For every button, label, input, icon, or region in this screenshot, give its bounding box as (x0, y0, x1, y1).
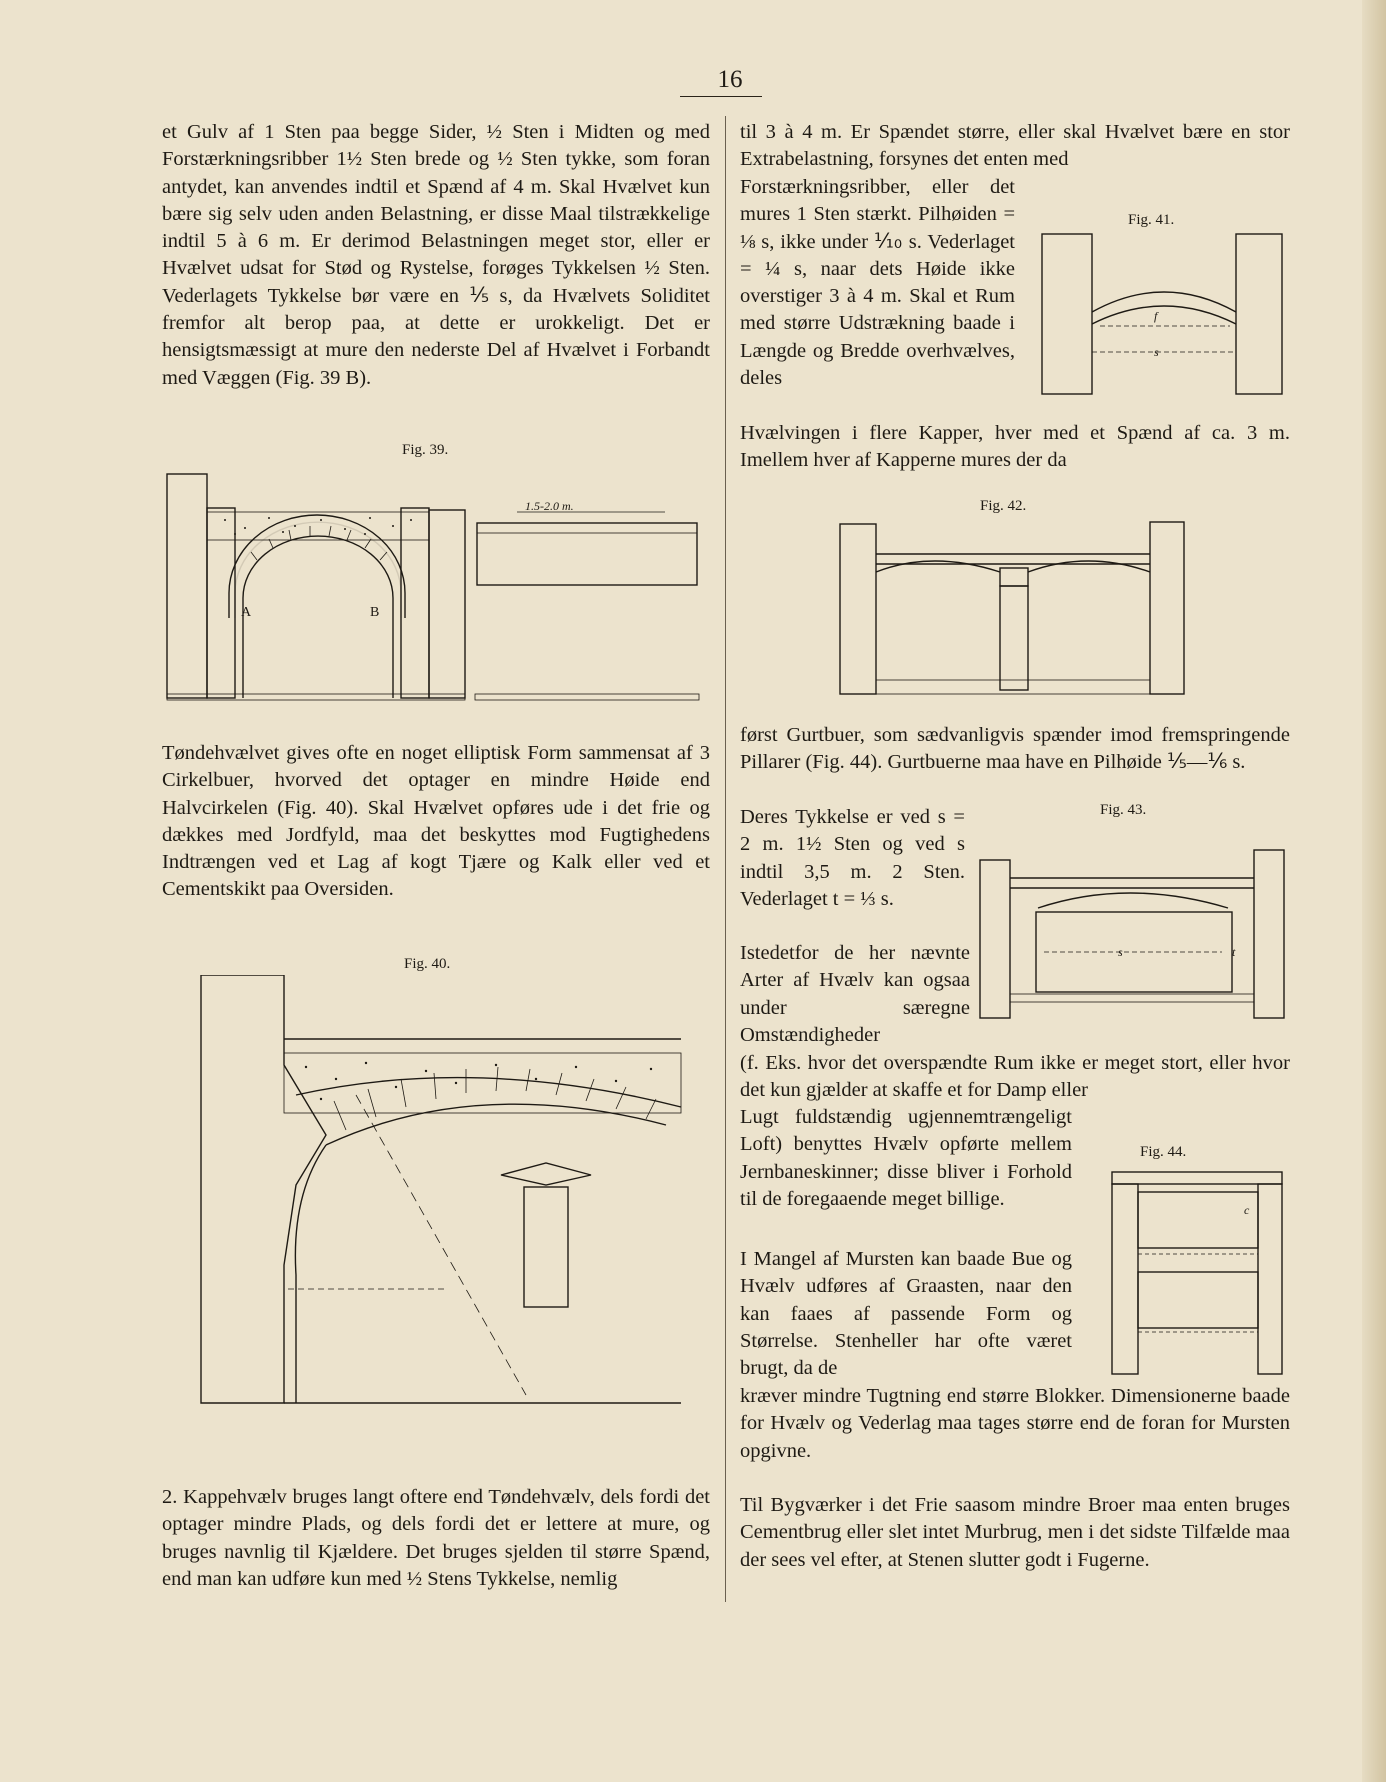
fig41-label-s: s (1154, 345, 1159, 359)
fig41-label-f: f (1154, 309, 1158, 323)
page-number-rule (680, 96, 762, 97)
left-paragraph-2: Tøndehvælvet gives ofte en noget elliptisk Form sammensat af 3 Cirkelbuer, hvorved det optager en mindre Høide end Halvcirkelen (Fig. 40). Skal Hvælvet opføres ude i det frie og dækkes med Jordfyld, maa det beskyttes mod Fugtighedens Indtrængen ved et Lag af kogt Tjære og Kalk eller ved et Cementskikt paa Oversiden. (162, 742, 710, 901)
right-paragraph-1a: til 3 à 4 m. Er Spændet større, eller skal Hvælvet bære en stor Extrabelastning, forsynes det enten med (740, 121, 1290, 171)
fig40-caption: Fig. 40. (404, 956, 451, 972)
page-edge (1362, 0, 1386, 1782)
fig39-label-b: B (370, 605, 380, 620)
right-paragraph-3c: Lugt fuldstændig ugjennemtrængeligt Loft) benyttes Hvælv opførte mellem Jernbaneskinner; disse bliver i Forhold til de foregaaende meget billige. (740, 1106, 1072, 1210)
right-paragraph-3a: Istedetfor de her nævnte Arter af Hvælv kan ogsaa under særegne Omstændigheder (740, 942, 970, 1046)
fig43-label-t: t (1232, 945, 1236, 959)
right-paragraph-2a: først Gurtbuer, som sædvanligvis spænder imod fremspringende Pillarer (Fig. 44). Gurtbuerne maa have en Pilhøide ⅕—⅙ s. (740, 724, 1290, 774)
fig39-label-a: A (241, 605, 252, 620)
fig41-caption: Fig. 41. (1128, 212, 1175, 228)
fig44-label-c: c (1244, 1203, 1250, 1217)
fig44-drawing (1108, 1168, 1288, 1380)
left-paragraph-3: 2. Kappehvælv bruges langt oftere end Tøndehvælv, dels fordi det optager mindre Plads, og dels fordi det er lettere at mure, og bruges navnlig til Kjældere. Det bruges sjelden til større Spænd, end man kan udføre kun med ½ Stens Tykkelse, nemlig (162, 1486, 710, 1590)
right-paragraph-5: Til Bygværker i det Frie saasom mindre Broer maa enten bruges Cementbrug eller slet intet Murbrug, men i det sidste Tilfælde maa der sees vel efter, at Stenen slutter godt i Fugerne. (740, 1494, 1290, 1571)
fig41-drawing (1040, 232, 1290, 402)
fig39-caption: Fig. 39. (402, 442, 449, 458)
left-paragraph-1: et Gulv af 1 Sten paa begge Sider, ½ Sten i Midten og med Forstærkningsribber 1½ Sten brede og ½ Sten tykke, som foran antydet, kan anvendes indtil et Spænd af 4 m. Skal Hvælvet kun bære sig selv uden anden Belastning, er disse Maal tilstrækkelige indtil 5 à 6 m. Er derimod Belastningen meget stor, eller er Hvælvet udsat for Stød og Rystelse, forøges Tykkelsen ½ Sten. Vederlagets Tykkelse bør være en ⅕ s, da Hvælvets Soliditet fremfor alt berор paa, at dette er urokkeligt. Det er hensigtsmæssigt at mure den nederste Del af Hvælvet i Forbandt med Væggen (Fig. 39 B). (162, 121, 710, 389)
right-paragraph-4b: kræver mindre Tugtning end større Blokker. Dimensionerne baade for Hvælv og Vederlag maa tages større end de foran for Mursten opgivne. (740, 1385, 1290, 1462)
fig42-drawing (838, 520, 1188, 695)
fig43-drawing (978, 848, 1288, 1020)
fig39-dimension: 1.5-2.0 m. (525, 499, 574, 513)
page-number: 16 (717, 66, 743, 93)
right-paragraph-1b: Forstærkningsribber, eller det mures 1 Sten stærkt. Pilhøiden = ⅛ s, ikke under ⅒ s. Vederlaget = ¼ s, naar dets Høide ikke overstiger 3 à 4 m. Skal et Rum med større Udstrækning baade i Længde og Bredde overhvælves, deles (740, 176, 1015, 390)
fig43-caption: Fig. 43. (1100, 802, 1147, 818)
fig40-drawing (196, 975, 686, 1415)
fig44-caption: Fig. 44. (1140, 1144, 1187, 1160)
fig42-caption: Fig. 42. (980, 498, 1027, 514)
right-paragraph-3b: (f. Eks. hvor det overspændte Rum ikke er meget stort, eller hvor det kun gjælder at skaffe et for Damp eller (740, 1052, 1290, 1102)
right-paragraph-2b: Deres Tykkelse er ved s = 2 m. 1½ Sten og ved s indtil 3,5 m. 2 Sten. Vederlaget t = ⅓ s. (740, 806, 965, 910)
right-paragraph-4: I Mangel af Mursten kan baade Bue og Hvælv udføres af Graasten, naar den kan faaes af passende Form og Størrelse. Stenheller har ofte været brugt, da de (740, 1248, 1072, 1380)
fig43-label-s: s (1118, 945, 1123, 959)
fig39-drawing (165, 468, 710, 708)
right-paragraph-1c: Hvælvingen i flere Kapper, hver med et Spænd af ca. 3 m. Imellem hver af Kapperne mures der da (740, 422, 1290, 472)
column-divider (725, 116, 726, 1602)
